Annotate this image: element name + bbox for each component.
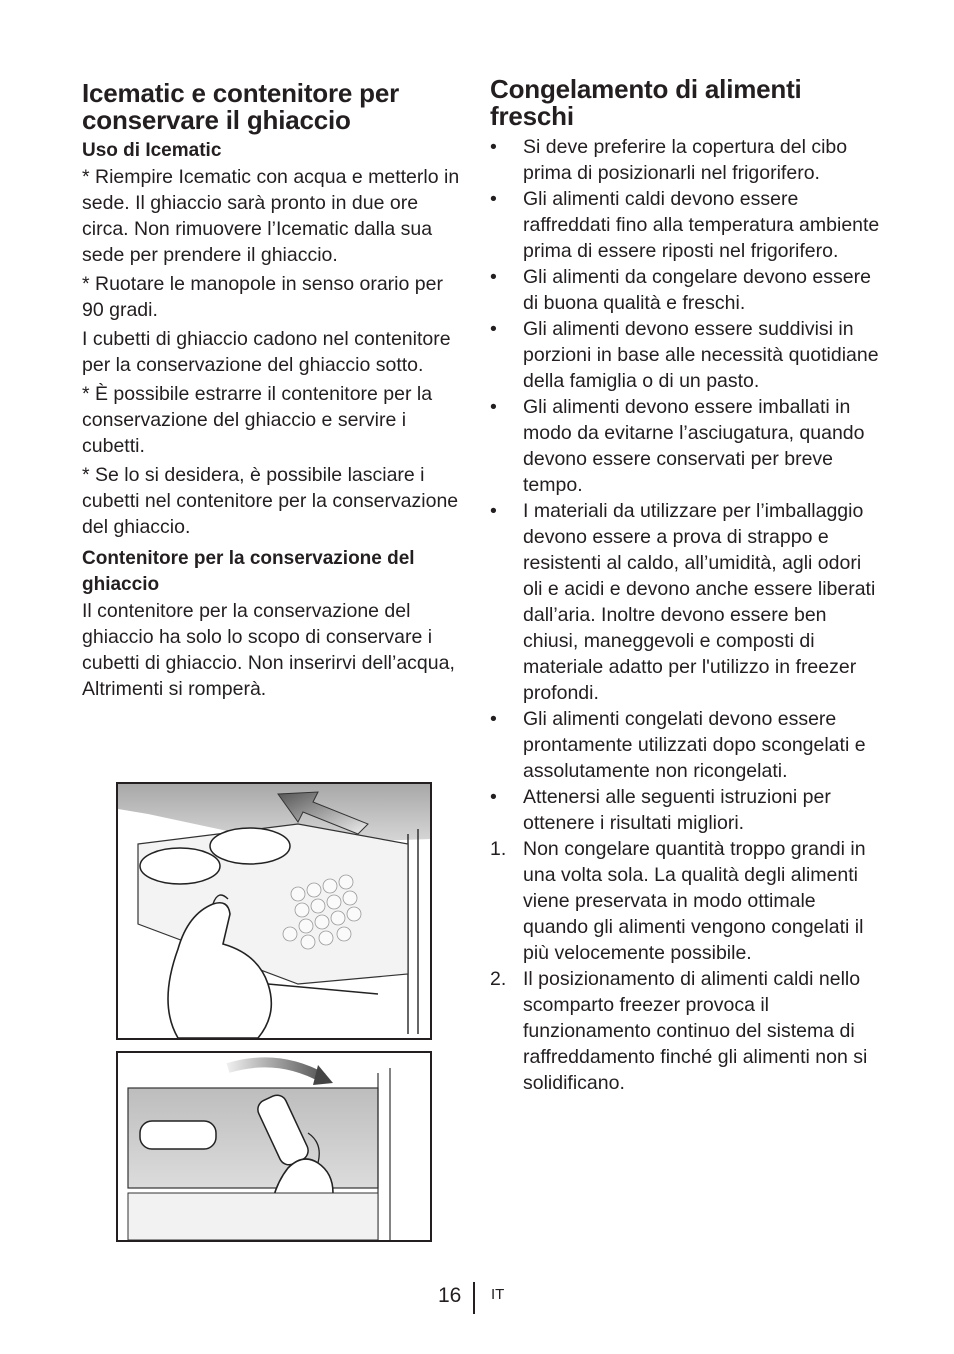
bullet-mark: • [490,318,497,340]
list-item-text: Attenersi alle seguenti istruzioni per ottenere i risultati migliori. [523,786,831,834]
paragraph: * È possibile estrarre il contenitore per la conservazione del ghiaccio e servire i cubetti. [82,383,433,457]
subheading-uso-icematic: Uso di Icematic [82,140,222,161]
language-code: IT [491,1286,505,1303]
page-number: 16 [438,1284,462,1307]
list-item-text: Gli alimenti devono essere suddivisi in porzioni in base alle necessità quotidiane della famiglia o di un pasto. [523,318,879,392]
bullet-list [490,134,882,836]
paragraph: * Riempire Icematic con acqua e metterlo in sede. Il ghiaccio sarà pronto in due ore circa. Non rimuovere l’Icematic dalla sua sede per prendere il ghiaccio. [82,166,460,266]
paragraph: * Ruotare le manopole in senso orario per 90 gradi. [82,273,443,321]
list-item [490,264,882,316]
item-number: 1. [490,838,507,860]
list-item [490,706,882,784]
illustration-icematic-tray-drawing [118,784,430,1038]
numbered-list [490,836,882,1096]
subheading-contenitore: Contenitore per la conservazione del ghiaccio [82,548,415,595]
item-number: 2. [490,968,507,990]
illustration-icematic-knob [116,1051,432,1242]
numbered-item-text: Non congelare quantità troppo grandi in una volta sola. La qualità degli alimenti viene preservata in modo ottimale quando gli alimenti vengono congelati il più velocemente possibile. [523,838,866,964]
bullet-mark: • [490,188,497,210]
numbered-item-text: Il posizionamento di alimenti caldi nello scomparto freezer provoca il funzionamento continuo del sistema di raffreddamento finché gli alimenti non si solidificano. [523,968,868,1094]
list-item [490,784,882,836]
list-item [490,498,882,706]
section-title-congelamento: Congelamento di alimenti freschi [490,74,802,131]
bullet-mark: • [490,136,497,158]
list-item-text: Gli alimenti devono essere imballati in modo da evitarne l’asciugatura, quando devono essere conservati per breve tempo. [523,396,865,496]
numbered-item [490,966,882,1096]
paragraph: I cubetti di ghiaccio cadono nel contenitore per la conservazione del ghiaccio sotto. [82,328,451,376]
list-item [490,394,882,498]
list-item [490,134,882,186]
list-item-text: Gli alimenti congelati devono essere prontamente utilizzati dopo scongelati e assolutamente non ricongelati. [523,708,866,782]
list-item [490,316,882,394]
illustration-icematic-tray [116,782,432,1040]
paragraph: * Se lo si desidera, è possibile lasciare i cubetti nel contenitore per la conservazione del ghiaccio. [82,464,459,538]
bullet-mark: • [490,266,497,288]
bullet-mark: • [490,786,497,808]
bullet-mark: • [490,708,497,730]
list-item-text: Gli alimenti da congelare devono essere di buona qualità e freschi. [523,266,871,314]
list-item-text: I materiali da utilizzare per l’imballaggio devono essere a prova di strappo e resistenti al caldo, all’umidità, agli odori oli e acidi e devono anche essere liberati dall’aria. Inoltre devono essere ben chiusi, maneggevoli e composti di materiale adatto per l'utilizzo in freezer profondi. [523,500,876,704]
paragraph: Il contenitore per la conservazione del ghiaccio ha solo lo scopo di conservare i cubetti di ghiaccio. Non inserirvi dell’acqua, Altrimenti si romperà. [82,600,455,700]
left-column [82,80,467,705]
numbered-item [490,836,882,966]
bullet-mark: • [490,500,497,522]
illustration-icematic-knob-drawing [118,1053,430,1240]
bullet-mark: • [490,396,497,418]
list-item-text: Gli alimenti caldi devono essere raffreddati fino alla temperatura ambiente prima di essere riposti nel frigorifero. [523,188,880,262]
list-item-text: Si deve preferire la copertura del cibo prima di posizionarli nel frigorifero. [523,136,848,184]
section-title-icematic: Icematic e contenitore per conservare il ghiaccio [82,78,400,135]
right-column [490,76,882,1096]
list-item [490,186,882,264]
footer-divider [473,1282,475,1314]
